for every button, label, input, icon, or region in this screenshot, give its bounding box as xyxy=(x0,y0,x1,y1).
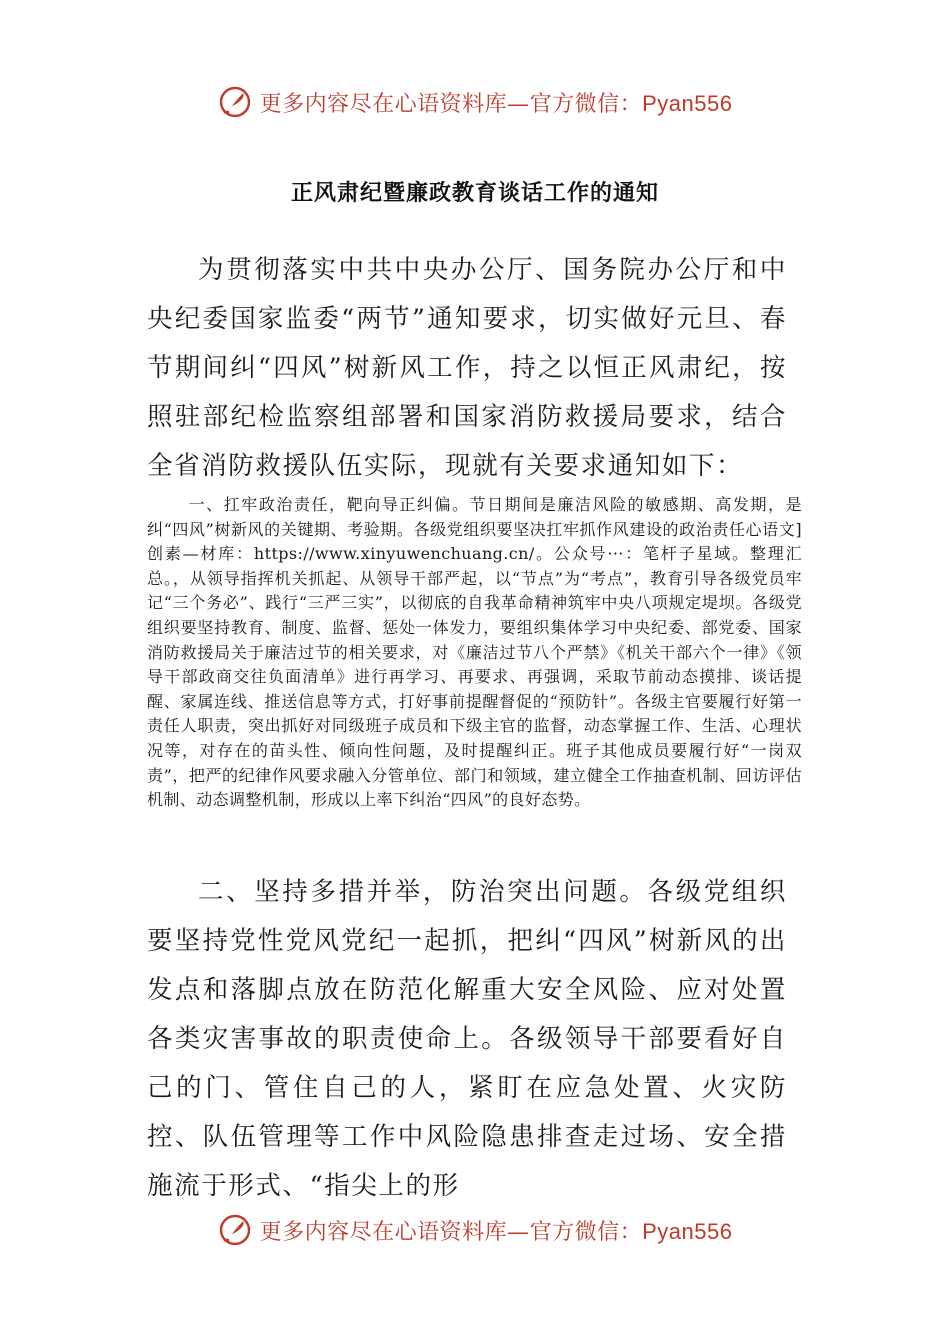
paragraph-section-one: 一、扛牢政治责任，靶向导正纠偏。节日期间是廉洁风险的敏感期、高发期，是纠“四风”树新风的关键期、考验期。各级党组织要坚决扛牢抓作风建设的政治责任心语文]创素—材库：https://www.xinyuwenchuang.cn/。公众号···：笔杆子星域。整理汇总。，从领导指挥机关抓起、从领导干部严起，以“节点”为“考点”，教育引导各级党员牢记“三个务必”、践行“三严三实”，以彻底的自我革命精神筑牢中央八项规定堤坝。各级党组织要坚持教育、制度、监督、惩处一体发力，要组织集体学习中央纪委、部党委、国家消防救援局关于廉洁过节的相关要求，对《廉洁过节八个严禁》《机关干部六个一律》《领导干部政商交往负面清单》进行再学习、再要求、再强调，采取节前动态摸排、谈话提醒、家属连线、推送信息等方式，打好事前提醒督促的“预防针”。各级主官要履行好第一责任人职责，突出抓好对同级班子成员和下级主官的监督，动态掌握工作、生活、心理状况等，对存在的苗头性、倾向性问题，及时提醒纠正。班子其他成员要履行好“一岗双责”，把严的纪律作风要求融入分管单位、部门和领域，建立健全工作抽查机制、回访评估机制、动态调整机制，形成以上率下纠治“四风”的良好态势。 xyxy=(147,495,802,810)
document-title: 正风肃纪暨廉政教育谈话工作的通知 xyxy=(290,180,659,206)
paragraph-section-two: 二、坚持多措并举，防治突出问题。各级党组织要坚持党性党风党纪一起抓，把纠“四风”树新风的出发点和落脚点放在防范化解重大安全风险、应对处置各类灾害事故的职责使命上。各级领导干部要看好自己的门、管住自己的人，紧盯在应急处置、火灾防控、队伍管理等工作中风险隐患排查走过场、安全措施流于形式、“指尖上的形 xyxy=(147,877,787,1201)
watermark-text xyxy=(260,87,733,118)
quill-logo-icon xyxy=(218,85,252,119)
watermark-handle: Pyan556 xyxy=(642,90,733,116)
watermark-banner-top xyxy=(0,82,950,122)
watermark-banner-bottom xyxy=(0,1210,950,1250)
watermark-text xyxy=(260,1215,733,1246)
watermark-label: 更多内容尽在心语资料库—官方微信： xyxy=(259,1219,643,1245)
paragraph-intro: 为贯彻落实中共中央办公厅、国务院办公厅和中央纪委国家监委“两节”通知要求，切实做好元旦、春节期间纠“四风”树新风工作，持之以恒正风肃纪，按照驻部纪检监察组部署和国家消防救援局要求，结合全省消防救援队伍实际，现就有关要求通知如下： xyxy=(147,255,787,481)
watermark-label: 更多内容尽在心语资料库—官方微信： xyxy=(259,91,643,117)
watermark-handle: Pyan556 xyxy=(642,1218,733,1244)
quill-logo-icon xyxy=(218,1213,252,1247)
